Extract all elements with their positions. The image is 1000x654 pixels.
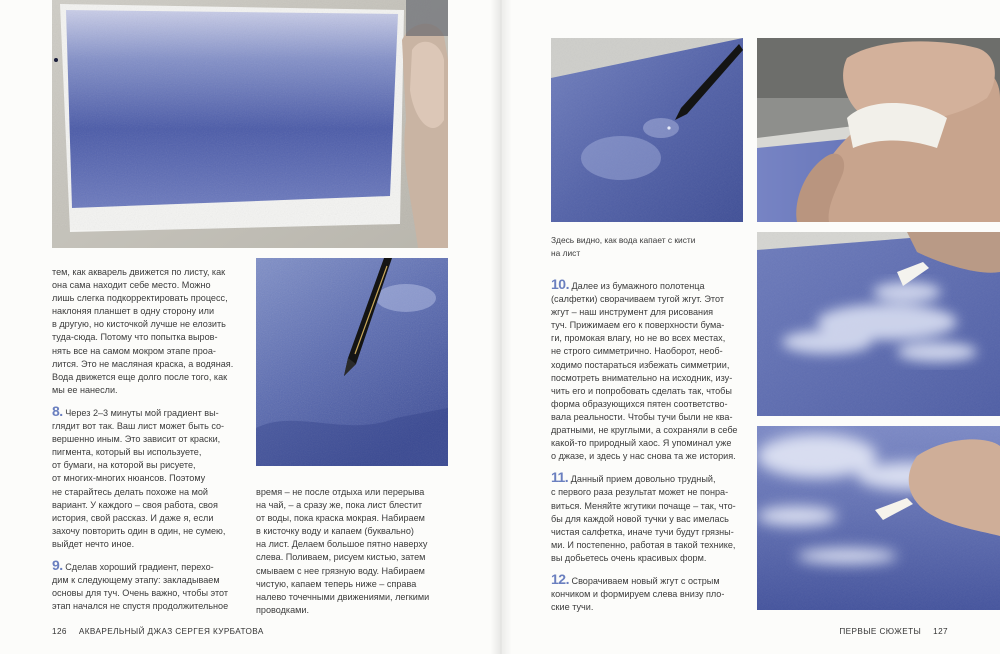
text-line: (салфетки) сворачиваем тугой жгут. Этот [551, 294, 725, 305]
text-line: вала реальности. Чтобы тучи были не ква- [551, 411, 733, 422]
right-page-footer [839, 627, 948, 636]
text-line: вы добьетесь очень красивых форм. [551, 552, 707, 563]
step-12-first-line [551, 570, 751, 588]
spine-shadow [490, 0, 512, 654]
left-column-2 [256, 486, 456, 617]
text-line: от многих-многих нюансов. Поэтому [52, 473, 206, 484]
text-line: кончиком и формируем слева внизу пло- [551, 589, 725, 600]
photo-water-drip [551, 38, 743, 222]
text-line: посмотреть внимательно на исходник, изу- [551, 372, 733, 383]
text-line: какой-то природный хаос. Я упоминал уже [551, 438, 732, 449]
text-line: захочу повторить один в один, не сумею, [52, 525, 226, 536]
text-line: она сама находит себе место. Можно [52, 280, 211, 291]
step-number: 10. [551, 276, 569, 292]
text-line: нять все на самом мокром этапе проа- [52, 345, 216, 356]
text-line: история, свой рассказ. И даже я, если [52, 512, 214, 523]
text-line: лится. Это не масляная краска, а водяная. [52, 358, 234, 369]
step-11-first-line [551, 471, 751, 486]
step-number: 8. [52, 402, 63, 419]
text-line: слева. Поливаем, рисуем кистью, затем [256, 552, 426, 563]
text-line: дим к следующему этапу: закладываем [52, 575, 220, 586]
text-line: не строго симметрично. Наоборот, необ- [551, 346, 723, 357]
text-line: форма образующихся пятен соответство- [551, 398, 728, 409]
text-line: лишь слегка подкорректировать процесс, [52, 293, 228, 304]
text-line: Сделав хороший градиент, перехо- [62, 561, 214, 572]
text-line: туда-сюда. Потому что попытка выров- [52, 332, 218, 343]
caption-line: на лист [551, 247, 581, 258]
text-line: налево точечными движениями, легкими [256, 591, 430, 602]
left-column-1 [52, 266, 252, 613]
text-line: на чай, – а сразу же, пока лист блестит [256, 500, 423, 511]
page-number: 126 [52, 627, 67, 636]
text-line: Далее из бумажного полотенца [568, 281, 705, 291]
left-page-footer [52, 627, 264, 636]
text-line: вершенно иным. Это зависит от краски, [52, 434, 221, 445]
text-line: Данный прием довольно трудный, [568, 474, 716, 485]
step-10-first-line [551, 278, 751, 293]
text-line: жгут – наш инструмент для рисования [551, 307, 714, 318]
text-line: ходимо постараться избежать симметрии, [551, 359, 730, 370]
text-line: основы для туч. Очень важно, чтобы этот [52, 588, 229, 599]
text-line: чить его и попробовать сделать так, чтобы [551, 385, 732, 396]
text-line: виться. Меняйте жгутики почаще – так, что- [551, 500, 736, 511]
text-line: глядит вот так. Ваш лист может быть со- [52, 421, 225, 432]
photo-flat-clouds [757, 426, 1000, 610]
page-number: 127 [933, 627, 948, 636]
text-line: Через 2–3 минуты мой градиент вы- [62, 407, 219, 418]
text-line: чистую, капаем теперь ниже – справа [256, 578, 417, 589]
step-8-first-line [52, 402, 252, 420]
photo-brush-on-paper [256, 258, 448, 466]
right-column [551, 278, 751, 614]
text-line: вариант. У каждого – своя работа, своя [52, 499, 218, 510]
step-number: 12. [551, 570, 569, 587]
photo-gradient-wash [52, 0, 448, 248]
text-line: наклоняя планшет в одну сторону или [52, 306, 215, 317]
text-line: ские тучи. [551, 602, 594, 613]
text-line: время – не после отдыха или перерыва [256, 487, 425, 497]
text-line: Вода движется еще долго после того, как [52, 371, 228, 382]
photo-caption [551, 234, 695, 259]
text-line: от воды, пока краска мокрая. Набираем [256, 513, 425, 524]
text-line: тем, как акварель движется по листу, как [52, 267, 226, 277]
text-line: от бумаги, на которой вы рисуете, [52, 460, 196, 471]
text-line: чистая салфетка, иначе тучи будут грязны- [551, 526, 734, 537]
text-line: проводками. [256, 604, 310, 615]
text-line: этап начался не спустя продолжительное [52, 601, 229, 612]
text-line: туч. Прижимаем его к поверхности бума- [551, 320, 725, 331]
text-line: дратными, не круглыми, а сохраняли в себе [551, 425, 738, 436]
text-line: пигмента, который вы используете, [52, 447, 202, 458]
text-line: о джазе, и здесь у нас снова та же история. [551, 451, 736, 462]
photo-hands-paper-towel [757, 38, 1000, 222]
text-line: с первого раза результат может не понра- [551, 487, 729, 498]
step-9-first-line [52, 556, 252, 574]
text-line: в другую, но кисточкой лучше не елозить [52, 319, 226, 330]
text-line: Сворачиваем новый жгут с острым [568, 575, 720, 586]
text-line: на лист. Делаем большое пятно наверху [256, 539, 428, 550]
text-line: ги, промокая влагу, но не во всех местах, [551, 333, 726, 344]
caption-line: Здесь видно, как вода капает с кисти [551, 235, 696, 245]
text-line: мы ее нанесли. [52, 384, 118, 395]
text-line: смываем с нее грязную воду. Набираем [256, 565, 425, 576]
photo-blotting-clouds [757, 232, 1000, 416]
text-line: не старайтесь делать похоже на мой [52, 486, 208, 497]
step-number: 11. [551, 469, 569, 486]
text-line: ми. И постепенно, работая в такой технике, [551, 539, 736, 550]
running-title: АКВАРЕЛЬНЫЙ ДЖАЗ СЕРГЕЯ КУРБАТОВА [78, 627, 264, 636]
text-line: бы для каждой новой тучки у вас имелась [551, 513, 729, 524]
text-line: выйдет нечто иное. [52, 538, 135, 549]
running-title: ПЕРВЫЕ СЮЖЕТЫ [839, 627, 922, 636]
text-line: в кисточку воду и капаем (буквально) [256, 526, 414, 537]
step-number: 9. [52, 556, 63, 573]
